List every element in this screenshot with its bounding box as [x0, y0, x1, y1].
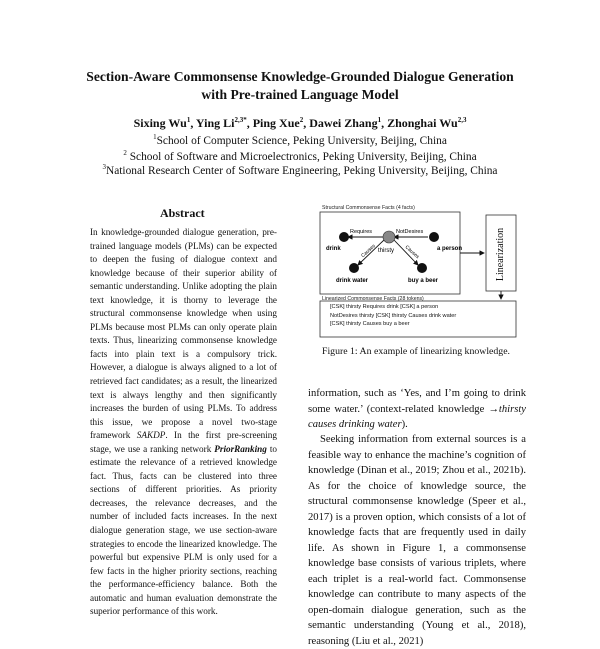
figure-1: [318, 205, 518, 340]
linearized-lines: [330, 303, 456, 329]
abstract-body: [90, 226, 277, 619]
author-name: Sixing Wu: [133, 116, 187, 130]
right-paragraph-2: Seeking information from external sources is a feasible way to enhance the machine’s cognition of knowledge (Dinan et al., 2019; Zhou et al., 2021b). As for the choice of knowledge source, the structural commonsense knowledge (Speer et al., 2017) is a proven option, which consists of a lot of knowledge facts that are frequently used in daily life. As shown in Figure 1, a commonsense knowledge base consists of various triplets, where each triplet is a real-world fact. Commonsense knowledge can contribute to many aspects of the open-domain dialogue generation, such as the semantic understanding (Young et al., 2018), reasoning (Liu et al., 2021): [308, 434, 526, 647]
node-label: drink water: [336, 278, 369, 284]
author-sup: 1: [186, 116, 191, 124]
figure-caption: Figure 1: An example of linearizing knowledge.: [322, 346, 510, 357]
abstract-text: In knowledge-grounded dialogue generation, pre-trained language models (PLMs) can be expected to deepen the fusing of dialogue context and knowledge because of their superior ability of semantic understanding. Unlike adopting the plain text knowledge, it is thorny to leverage the structural commonsense knowledge when using PLMs because most PLMs can only operate plain texts. Thus, linearizing commonsense knowledge facts into plain text is a compulsory trick. However, a dialogue is always aligned to a lot of retrieved fact candidates; as a result, the linearized text is always lengthy and then significantly increases the burden of using PLMs. To address this issue, we propose a novel two-stage framework: [90, 227, 277, 441]
linearized-line: [CSK] thirsty Causes buy a beer: [330, 321, 410, 328]
node-a-person: [429, 232, 439, 242]
right-paragraph-1: [308, 386, 526, 433]
affiliation-text: School of Software and Microelectronics, Peking University, Beijing, China: [126, 150, 477, 163]
paper-title-line-2: with Pre-trained Language Model: [201, 87, 399, 102]
abstract-text: . In the first pre-screening stage, we use a ranking network: [90, 430, 277, 454]
author-name: Ying Li: [195, 116, 235, 130]
affiliation-text: School of Computer Science, Peking University, Beijing, China: [156, 134, 447, 147]
abstract-text: to estimate the relevance of a retrieved knowledge fact. Thus, facts can be clustered into three sections of different priorities. As priority decreases, the relevance decreases, and the number of included facts increases. In the next dialogue generation stage, we use section-aware strategies to encode the linearized knowledge. The powerful but expensive PLM is only used for a few facts in the higher priority sections, reaching the performance-efficiency balance. Both the automatic and human evaluation demonstrate the superior performance of this work.: [90, 443, 277, 617]
abstract-heading: Abstract: [160, 206, 205, 220]
node-drink: [339, 232, 349, 242]
author-name: Ping Xue: [252, 116, 300, 130]
affiliation-sup: 2: [123, 149, 127, 157]
linearized-label: Linearized Commonsense Facts (28 tokens): [322, 296, 424, 302]
author-name: Zhonghai Wu: [387, 116, 458, 130]
facts-label: Structural Commonsense Facts (4 facts): [322, 205, 415, 211]
author-list: Sixing Wu$^1$, Ying $Li^{2,3*}$, Ping Xue$^2$, Dawei Zhang$^1$, Zhonghai Wu$^{2,3}$: [133, 116, 467, 130]
affiliation-3: [40, 163, 560, 177]
node-buy-a-beer: [417, 263, 427, 273]
edge-label: Causes: [360, 243, 377, 259]
author-sup: 2,3: [457, 116, 467, 124]
affiliation-2: [40, 149, 560, 163]
body-text: ).: [401, 419, 408, 430]
body-text: information, such as ‘Yes, and I’m going to drink some water.’ (context-related knowledge: [308, 388, 526, 415]
linearized-line: [CSK] thirsty Requires drink [CSK] a person: [330, 304, 439, 310]
node-label: drink: [326, 246, 341, 252]
abstract-framework-name: SAKDP: [136, 430, 166, 441]
affiliation-sup: 1: [153, 133, 157, 141]
node-label: buy a beer: [408, 278, 439, 284]
paper-title-line-1: Section-Aware Commonsense Knowledge-Grounded Dialogue Generation: [86, 69, 514, 84]
linearized-line: NotDesires thirsty [CSK] thirsty Causes drink water: [330, 312, 457, 319]
affiliation-1: [40, 133, 560, 147]
linearization-text: Linearization: [495, 227, 507, 281]
author-sup: 2,3*: [234, 116, 247, 124]
affiliation-text: National Research Center of Software Engineering, Peking University, Beijing, China: [105, 164, 498, 177]
abstract-network-name: PriorRanking: [214, 443, 267, 454]
body-text-italic: →thirsty causes drinking water: [308, 403, 526, 430]
author-name: Dawei Zhang: [309, 116, 378, 130]
paper-title: [40, 68, 560, 104]
node-thirsty: [383, 231, 395, 243]
edge-label: Causes: [403, 244, 421, 261]
node-label: thirsty: [378, 248, 395, 254]
node-label: a person: [437, 246, 463, 252]
author-sup: 2: [299, 116, 304, 124]
node-drink-water: [349, 263, 359, 273]
affiliation-sup: 3: [102, 163, 106, 171]
author-sup: 1: [377, 116, 382, 124]
edge-label: Requires: [350, 229, 373, 235]
edge-label: NotDesires: [396, 229, 424, 235]
linearization-label: [490, 219, 512, 289]
